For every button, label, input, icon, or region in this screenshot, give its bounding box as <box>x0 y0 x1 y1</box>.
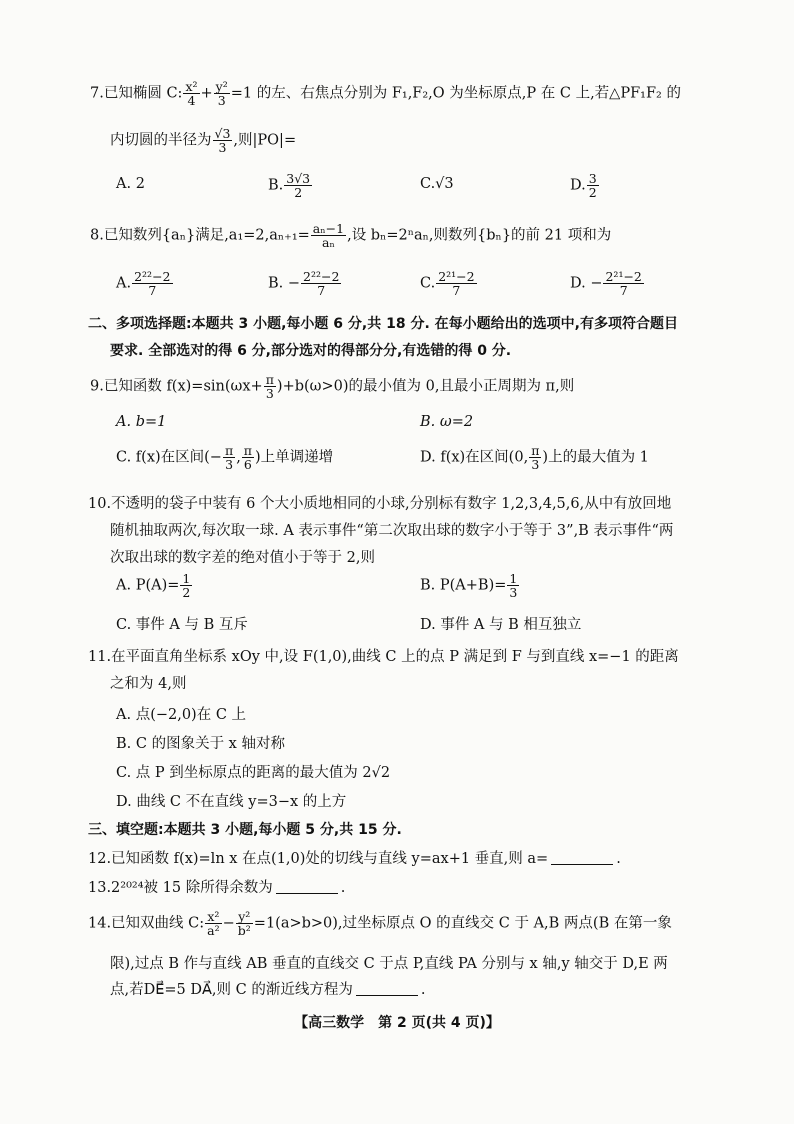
option-10d: D. 事件 A 与 B 相互独立 <box>420 617 582 633</box>
question-10-line-2: 随机抽取两次,每次取一球. A 表示事件“第二次取出球的数字小于等于 3”,B 表示事件“两 <box>110 523 674 539</box>
question-14-line-3: 点,若DE⃗=5 DA⃗,则 C 的渐近线方程为 . <box>110 982 426 998</box>
answer-blank-14[interactable] <box>356 981 418 996</box>
option-11b: B. C 的图象关于 x 轴对称 <box>116 736 285 752</box>
question-14-line-2: 限),过点 B 作与直线 AB 垂直的直线交 C 于点 P,直线 PA 分别与 x 轴,y 轴交于 D,E 两 <box>110 956 668 972</box>
option-7c: C.√3 <box>420 176 454 192</box>
question-14-stem: 14.已知双曲线 C: $\frac{\text{x²}}{\text{a²}}$ − $\frac{\text{y²}}{\text{b²}}$ =1(a>b>0),过坐标原点 O 的直线交 C 于 A,B 两点(B 在第一象 <box>88 909 672 939</box>
question-10-line-3: 次取出球的数字差的绝对值小于等于 2,则 <box>110 550 375 566</box>
ellipse-x-fraction: $\frac{\text{x²}}{4}$ <box>185 79 198 109</box>
inradius-fraction: $\frac{√3}{3}$ <box>214 126 231 156</box>
option-9a: A. b=1 <box>116 414 167 430</box>
recurrence-fraction: $\frac{\text{aₙ−1}}{\text{aₙ}}$ <box>312 221 345 251</box>
question-11-line-1: 11.在平面直角坐标系 xOy 中,设 F(1,0),曲线 C 上的点 P 满足到 F 与到直线 x=−1 的距离 <box>88 649 679 665</box>
option-8c: C. $\frac{\text{2²¹−2}}{7}$ <box>420 269 475 299</box>
section-3-heading: 三、填空题:本题共 3 小题,每小题 5 分,共 15 分. <box>88 822 402 838</box>
question-8-stem: 8.已知数列{aₙ}满足,a₁=2,aₙ₊₁= $\frac{\text{aₙ−1}}{\text{aₙ}}$ ,设 bₙ=2ⁿaₙ,则数列{bₙ}的前 21 项和为 <box>90 221 612 251</box>
question-13: 13.2²⁰²⁴被 15 除所得余数为 . <box>88 880 346 896</box>
section-2-heading-2: 要求. 全部选对的得 6 分,部分选对的得部分分,有选错的得 0 分. <box>110 343 512 359</box>
option-11c: C. 点 P 到坐标原点的距离的最大值为 2√2 <box>116 765 391 781</box>
hyperbola-y-fraction: $\frac{\text{y²}}{\text{b²}}$ <box>237 909 251 939</box>
option-7d: D. $\frac{3}{2}$ <box>570 171 597 201</box>
question-10-line-1: 10.不透明的袋子中装有 6 个大小质地相同的小球,分别标有数字 1,2,3,4,5,6,从中有放回地 <box>88 496 672 512</box>
question-9-stem: 9.已知函数 f(x)=sin(ωx+ $\frac{\pi}{3}$ )+b(ω>0)的最小值为 0,且最小正周期为 π,则 <box>90 372 575 402</box>
option-7b: B. $\frac{3√3}{2}$ <box>268 171 311 201</box>
option-8a: A. $\frac{\text{2²²−2}}{7}$ <box>116 269 171 299</box>
option-10b: B. P(A+B)= $\frac{1}{3}$ <box>420 571 518 601</box>
option-9d: D. f(x)在区间(0, $\frac{\pi}{3}$ )上的最大值为 1 <box>420 443 649 473</box>
option-8b: B. − $\frac{\text{2²²−2}}{7}$ <box>268 269 340 299</box>
ellipse-y-fraction: $\frac{\text{y²}}{3}$ <box>215 79 228 109</box>
option-11d: D. 曲线 C 不在直线 y=3−x 的上方 <box>116 794 347 810</box>
option-8d: D. − $\frac{\text{2²¹−2}}{7}$ <box>570 269 642 299</box>
answer-blank-13[interactable] <box>276 879 338 894</box>
option-9c: C. f(x)在区间(− $\frac{\pi}{3}$ , $\frac{\pi}{6}$ )上单调递增 <box>116 443 334 473</box>
option-9b: B. ω=2 <box>420 414 474 430</box>
option-10a: A. P(A)= $\frac{1}{2}$ <box>116 571 191 601</box>
question-7-stem-2: 内切圆的半径为 $\frac{√3}{3}$ ,则|PO|= <box>110 126 297 156</box>
option-7a: A. 2 <box>116 176 145 192</box>
section-2-heading: 二、多项选择题:本题共 3 小题,每小题 6 分,共 18 分. 在每小题给出的选项中,有多项符合题目 <box>88 316 678 332</box>
page-footer: 【高三数学 第 2 页(共 4 页)】 <box>294 1015 500 1031</box>
question-7-stem: 7.已知椭圆 C: $\frac{\text{x²}}{4}$ + $\frac{\text{y²}}{3}$ =1 的左、右焦点分别为 F₁,F₂,O 为坐标原点,P 在 C 上,若△PF₁F₂ 的 <box>90 79 681 109</box>
option-10c: C. 事件 A 与 B 互斥 <box>116 617 248 633</box>
pi-over-3-fraction: $\frac{\pi}{3}$ <box>265 372 274 402</box>
answer-blank-12[interactable] <box>551 850 613 865</box>
hyperbola-x-fraction: $\frac{\text{x²}}{\text{a²}}$ <box>207 909 220 939</box>
option-11a: A. 点(−2,0)在 C 上 <box>116 707 247 723</box>
question-11-line-2: 之和为 4,则 <box>110 676 187 692</box>
question-12: 12.已知函数 f(x)=ln x 在点(1,0)处的切线与直线 y=ax+1 垂直,则 a= . <box>88 851 621 867</box>
